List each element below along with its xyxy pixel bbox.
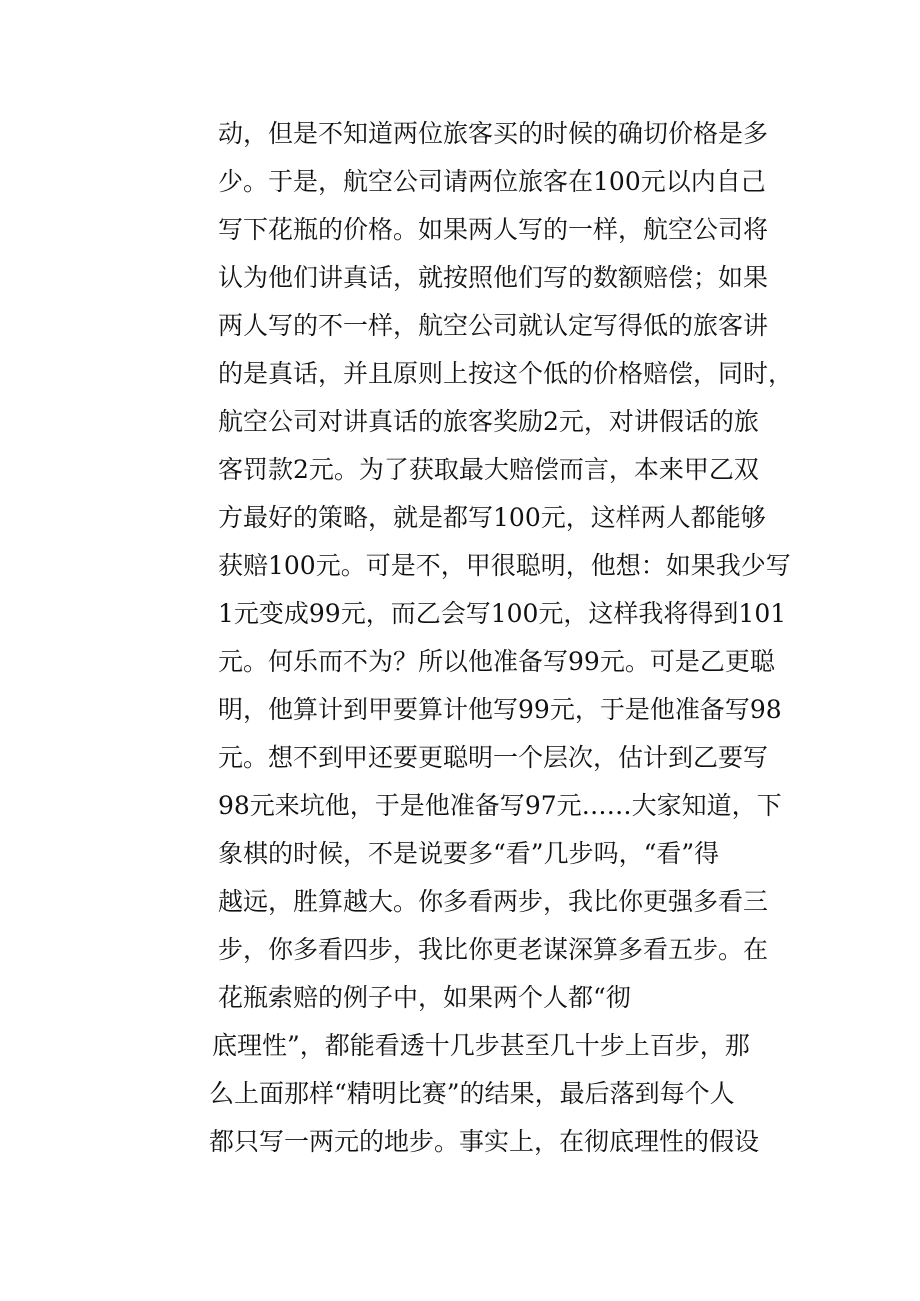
- text-line: 认为他们讲真话，就按照他们写的数额赔偿；如果: [218, 263, 769, 292]
- text-line: 少。于是，航空公司请两位旅客在100元以内自己: [218, 167, 766, 196]
- text-line: 98元来坑他，于是他准备写97元……大家知道，下: [218, 791, 782, 820]
- text-line: 元。何乐而不为？所以他准备写99元。可是乙更聪: [218, 647, 775, 676]
- text-line: 越远，胜算越大。你多看两步，我比你更强多看三: [218, 887, 769, 916]
- text-line: 客罚款2元。为了获取最大赔偿而言，本来甲乙双: [218, 455, 759, 484]
- text-line: 方最好的策略，就是都写100元，这样两人都能够: [218, 503, 766, 532]
- text-line: 两人写的不一样，航空公司就认定写得低的旅客讲: [218, 311, 769, 340]
- text-line: 写下花瓶的价格。如果两人写的一样，航空公司将: [218, 215, 769, 244]
- text-line: 都只写一两元的地步。事实上，在彻底理性的假设: [209, 1127, 760, 1156]
- text-line: 1元变成99元，而乙会写100元，这样我将得到101: [218, 599, 787, 628]
- text-line: 的是真话，并且原则上按这个低的价格赔偿，同时，: [218, 359, 794, 388]
- text-line: 获赔100元。可是不，甲很聪明，他想：如果我少写: [218, 551, 791, 580]
- text-line: 元。想不到甲还要更聪明一个层次，估计到乙要写: [218, 743, 769, 772]
- text-line: 象棋的时候，不是说要多“看”几步吗，“看”得: [218, 839, 720, 868]
- text-line: 明，他算计到甲要算计他写99元，于是他准备写98: [218, 695, 782, 724]
- text-line: 航空公司对讲真话的旅客奖励2元，对讲假话的旅: [218, 407, 759, 436]
- text-line: 底理性”，都能看透十几步甚至几十步上百步，那: [212, 1031, 750, 1060]
- text-line: 花瓶索赔的例子中，如果两个人都“彻: [218, 983, 631, 1012]
- text-line: 么上面那样“精明比赛”的结果，最后落到每个人: [209, 1079, 735, 1108]
- text-line: 步，你多看四步，我比你更老谋深算多看五步。在: [218, 935, 769, 964]
- text-line: 动，但是不知道两位旅客买的时候的确切价格是多: [218, 119, 769, 148]
